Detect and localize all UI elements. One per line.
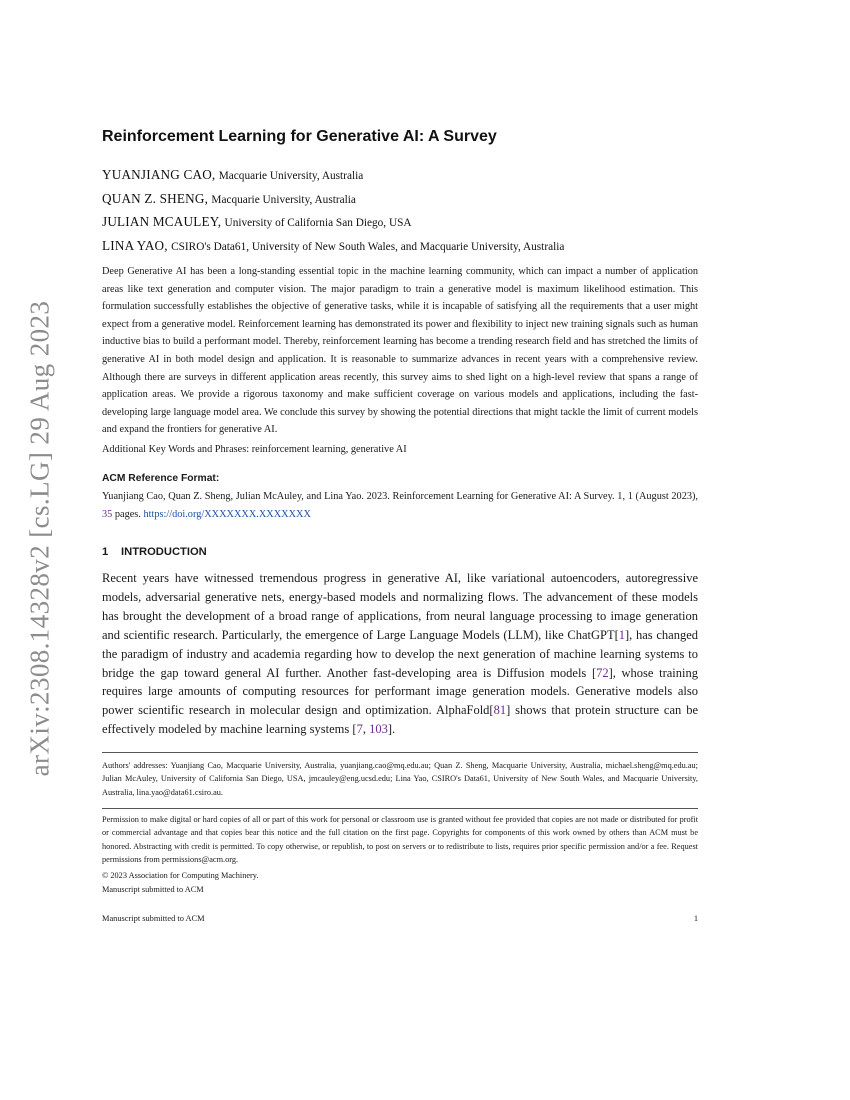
author-affiliation: University of California San Diego, USA	[224, 217, 412, 229]
footer-venue: Manuscript submitted to ACM	[102, 914, 205, 923]
author-name: LINA YAO,	[102, 237, 168, 253]
acm-reference	[102, 488, 698, 523]
arxiv-stamp-text: arXiv:2308.14328v2 [cs.LG] 29 Aug 2023	[24, 300, 55, 776]
citation-link[interactable]: 103	[369, 722, 388, 737]
acm-reference-heading: ACM Reference Format:	[102, 473, 220, 484]
intro-text: Recent years have witnessed tremendous progress in generative AI, like variational autoencoders, autoregressive models, adversarial generative nets, energy-based models and normalizing flows. The advancement of these models has brought the development of a broad range of applications, from neural language processing to image generation and scientific research. Particularly, the emergence of Large Language Models (LLM), like ChatGPT[	[102, 571, 698, 642]
permission-notice: Permission to make digital or hard copies of all or part of this work for personal or classroom use is granted without fee provided that copies are not made or distributed for profit or commercial advantage and that copies bear this notice and the full citation on the first page. Copyrights for components of this work owned by others than ACM must be honored. Abstracting with credit is permitted. To copy otherwise, or republish, to post on servers or to redistribute to lists, requires prior specific permission and/or a fee. Request permissions from permissions@acm.org.	[102, 815, 698, 864]
citation-link[interactable]: 81	[493, 703, 507, 718]
acm-reference-pages-suffix: pages.	[112, 508, 144, 520]
page-count-link[interactable]: 35	[102, 508, 113, 520]
introduction-paragraph	[102, 569, 698, 739]
authors-addresses-footnote: Authors' addresses: Yuanjiang Cao, Macquarie University, Australia, yuanjiang.cao@mq.edu.au; Quan Z. Sheng, Macquarie University, Australia, michael.sheng@mq.edu.au; Julian McAuley, University of California San Diego, USA, jmcauley@eng.ucsd.edu; Lina Yao, CSIRO's Data61, University of New South Wales, and Macquarie University, Australia, lina.yao@data61.csiro.au.	[102, 761, 698, 797]
acm-reference-text: Yuanjiang Cao, Quan Z. Sheng, Julian McAuley, and Lina Yao. 2023. Reinforcement Learning for Generative AI: A Survey. 1, 1 (August 2023),	[102, 491, 698, 502]
author-name: YUANJIANG CAO,	[102, 167, 216, 182]
author-affiliation: CSIRO's Data61, University of New South Wales, and Macquarie University, Australia	[171, 240, 565, 253]
author-list	[102, 164, 698, 258]
author-affiliation: Macquarie University, Australia	[211, 193, 356, 206]
submission-note: Manuscript submitted to ACM	[102, 885, 204, 894]
citation-link[interactable]: 1	[618, 627, 626, 642]
author-entry	[102, 235, 698, 259]
keywords: Additional Key Words and Phrases: reinforcement learning, generative AI	[102, 444, 407, 455]
citation-link[interactable]: 7	[356, 722, 363, 737]
abstract: Deep Generative AI has been a long-standing essential topic in the machine learning community, which can impact a number of application areas like text generation and computer vision. The major paradigm to train a generative model is maximum likelihood estimation. This formulation successfully establishes the objective of generative tasks, while it is incapable of satisfying all the requirements that a user might expect from a generative model. Reinforcement learning has demonstrated its power and flexibility to inject new training signals such as human inductive bias to build a performant model. Thereby, reinforcement learning has become a trending research field and has stretched the limits of generative AI in both model design and application. It is reasonable to summarize advances in recent years with a comprehensive review. Although there are surveys in different application areas recently, this survey aims to shed light on a high-level review that spans a range of application areas. We provide a rigorous taxonomy and make sufficient coverage on various models and applications, including the fast-developing large language model area. We conclude this survey by showing the potential directions that might tackle the limit of current models and expand the frontiers for generative AI.	[102, 266, 698, 436]
intro-text: ], whose training requires large amounts of computing resources for performant image generation models. Generative models also power scientific research in molecular design and optimization. AlphaFold[	[102, 665, 698, 718]
intro-text: ] shows that protein structure can be effectively modeled by machine learning systems [	[102, 703, 698, 737]
citation-link[interactable]: 72	[596, 665, 609, 680]
author-entry	[102, 211, 698, 235]
arxiv-identifier-stamp	[18, 290, 62, 786]
footnote-divider	[102, 752, 698, 753]
intro-text: ,	[362, 722, 370, 737]
section-heading	[102, 546, 207, 558]
permission-divider	[102, 808, 698, 809]
section-number: 1	[102, 546, 109, 558]
page-number: 1	[693, 914, 698, 923]
author-name: QUAN Z. SHENG,	[102, 190, 209, 206]
intro-text: ], has changed the paradigm of industry and academia regarding how to develop the next generation of machine learning systems to bridge the gap toward general AI further. Another fast-developing area is Diffusion models [	[102, 627, 698, 680]
doi-link[interactable]: https://doi.org/XXXXXXX.XXXXXXX	[143, 508, 311, 520]
author-name: JULIAN MCAULEY,	[102, 214, 222, 229]
author-entry	[102, 164, 698, 188]
author-affiliation: Macquarie University, Australia	[218, 170, 364, 182]
paper-title: Reinforcement Learning for Generative AI: A Survey	[102, 128, 497, 145]
section-title: INTRODUCTION	[121, 546, 207, 558]
copyright-notice: © 2023 Association for Computing Machinery.	[102, 871, 259, 880]
intro-text: ].	[387, 722, 396, 737]
author-entry	[102, 188, 698, 212]
